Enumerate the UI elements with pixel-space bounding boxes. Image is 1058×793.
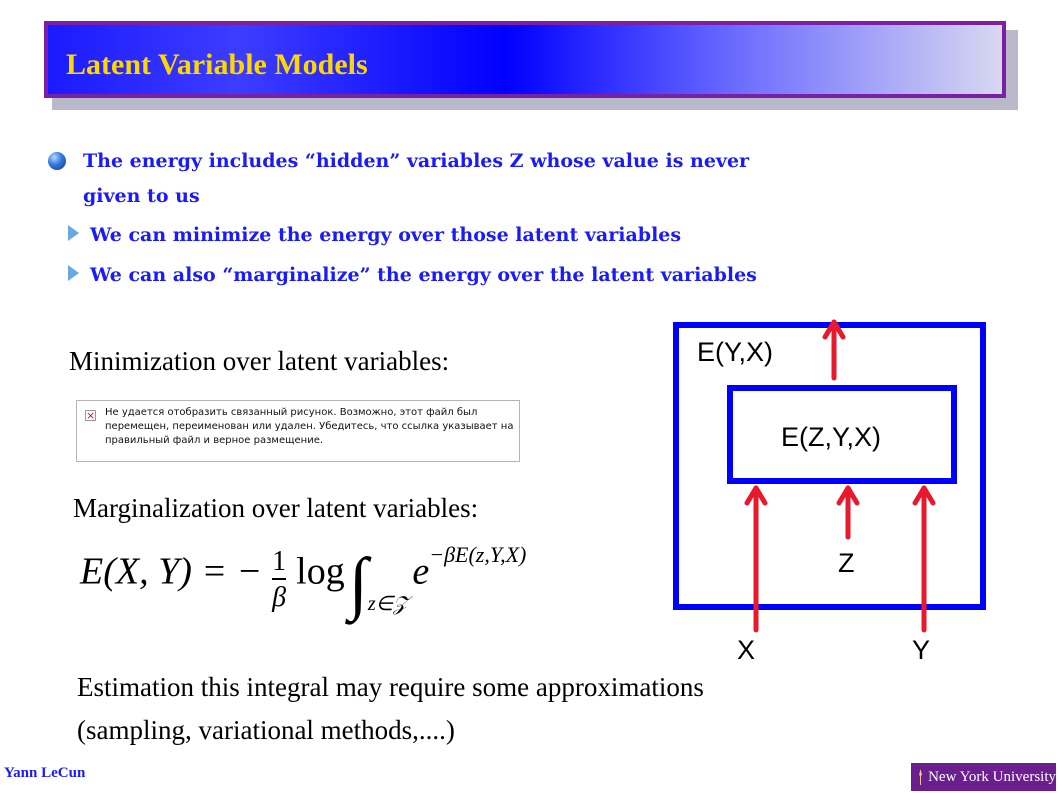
footer-author: Yann LeCun — [4, 765, 86, 781]
bullet-main-line1: The energy includes “hidden” variables Z whose value is never — [83, 150, 750, 172]
marginalization-label: Marginalization over latent variables: — [73, 493, 479, 523]
sub-bullet-marginalize: We can also “marginalize” the energy over the latent variables — [90, 264, 757, 286]
formula-log: log — [296, 550, 345, 593]
output-arrow — [825, 322, 843, 378]
broken-image-icon: × — [86, 409, 96, 422]
x-label: X — [737, 635, 756, 665]
y-label: Y — [912, 635, 931, 665]
minimization-label: Minimization over latent variables: — [69, 346, 450, 376]
formula-subscript: z∈𝒵 — [367, 592, 409, 615]
nyu-logo-text: New York University — [928, 768, 1056, 785]
formula-integral: ∫ — [348, 545, 368, 622]
slide-title: Latent Variable Models — [66, 48, 368, 81]
inner-energy-label: E(Z,Y,X) — [781, 422, 882, 452]
broken-image-message: Не удается отобразить связанный рисунок. Возможно, этот файл был перемещен, переименован или удален. Убедитесь, что ссылка указывает на правильный файл и верное размещение. — [105, 407, 514, 446]
formula-exponent: −βE(z,Y,X) — [429, 541, 527, 567]
z-label: Z — [838, 548, 855, 578]
formula-base: e — [412, 550, 430, 593]
formula-denominator: β — [272, 578, 286, 614]
z-input-arrow — [839, 488, 857, 537]
x-input-arrow — [747, 488, 765, 630]
torch-icon — [919, 769, 922, 785]
formula-numerator: 1 — [272, 546, 287, 577]
outer-energy-label: E(Y,X) — [697, 337, 774, 367]
nyu-logo — [911, 763, 1056, 791]
y-input-arrow — [915, 488, 933, 630]
bullet-main-line2: given to us — [83, 185, 200, 207]
estimation-line2: (sampling, variational methods,....) — [77, 715, 455, 745]
sub-bullet-minimize: We can minimize the energy over those latent variables — [90, 224, 682, 246]
formula-lhs: E(X, Y) = − — [80, 550, 263, 593]
estimation-line1: Estimation this integral may require some approximations — [77, 672, 704, 702]
